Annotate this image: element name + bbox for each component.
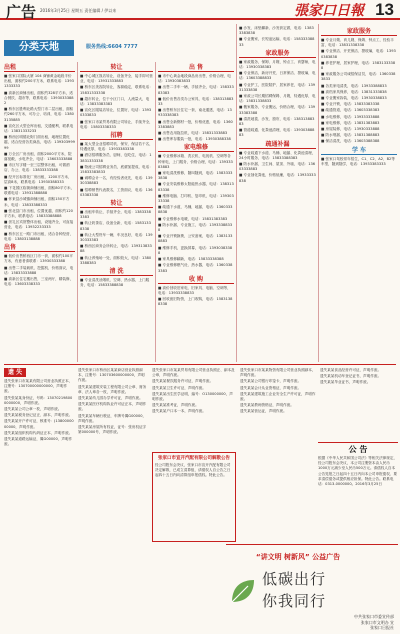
ad-item: ■ 沙发、床垫翻新、沙发套定做，电话：13833383838 [239, 26, 314, 36]
ad-item: ■ 清洗地毯、沙发、窗帘，电话：13831388383 [239, 116, 315, 127]
ad-item: 遗失某某毕业证书，声明作废。 [320, 380, 371, 385]
ad-list [4, 254, 75, 287]
ad-item: ■ 保洁清洗，电话：13603388388 [321, 139, 380, 144]
classified-title: 分类天地 [4, 40, 74, 56]
ad-item: ■ 市中心黄金地段商品房出售，价格合理，电话：13930383833 [158, 74, 231, 84]
ad-item: ■ 高价回收旧家电、旧家具、电脑、空调等，电话：13933338833 [158, 285, 231, 295]
ad-item: ■ 专业搬家拆装，电话：13930338833 [321, 96, 387, 101]
ad-item: ■ 高新区住宅楼出售，三室两厅，精装修，电话：13603338333 [4, 276, 74, 287]
ad-item: ■ 下花园区临街商铺出租，面积80平方米，联系电话：13931388888 [4, 186, 75, 196]
ad-item: 遗失某某房屋所有权证，证号：张房权证字第000000号，声明作废。 [78, 425, 147, 435]
ad-item: ■ 超市转让，位于小区门口，人流量大，电话：13833383383 [80, 96, 150, 107]
dissolution-title: 张家口市宣开汽配有限公司解散公告 [158, 456, 230, 461]
ad-item: ■ 专业维修冰箱、洗衣机、电视机、空调等各种家电，上门服务，价格合理，电话：13933383883 [158, 154, 233, 169]
ad-item: ■ 高档家具保养，电话：13831333838 [321, 89, 387, 94]
ad-item: 遗失某某机动车登记证书，声明作废。 [320, 374, 382, 379]
column-4 [239, 26, 316, 362]
ad-list [158, 154, 234, 273]
ad-item: ■ 出售全新钢材一批，价格优惠，电话：13603383883 [158, 119, 233, 129]
ad-item: ■ 家政服务，保姆、月嫂、钟点工、育婴师，电话：13930338383 [239, 59, 316, 70]
notice-list [78, 368, 148, 435]
ad-item: ■ 各类家电清洗，电话：13933388833 [321, 83, 387, 88]
ad-item: ■ 市区写字楼一至三层整体出租，可做酒店、办公，电话：13833333388 [4, 163, 70, 173]
ad-item: 遗失张家口市桥西区某某商店营业执照副本，注册号：130703600000000，声明作废。 [78, 368, 145, 383]
ad-item: ■ 家电维修，电话：13831383883 [321, 120, 380, 125]
ad-list [239, 60, 316, 139]
category-header: 出租 [4, 64, 75, 72]
ad-item: ■ 张北县门市出租，位置优越，面积约120平方米，联系电话：15833388888 [4, 208, 73, 219]
ad-item: ■ 防水补漏，专业施工，电话：13933388338 [158, 222, 233, 233]
ad-item: 遗失某某餐饮服务许可证，声明作废。 [152, 379, 214, 384]
ad-item: ■ 维修电脑、打印机、复印机，电话：13930333338 [158, 193, 234, 204]
masthead [0, 0, 400, 20]
ad-item: 遗失某某建筑安装工程有限公司公章、财务章、法人章各一枚，声明作废。 [78, 384, 147, 394]
ad-item: ■ 专业维修燃气灶、热水器，电话：13603383383 [158, 263, 233, 273]
ad-item: ■ 专业疏通下水道、马桶、地漏、化粪池清理，24小时服务，电话：15833388383 [239, 150, 316, 160]
psa-tag: “讲文明 树新风” 公益广告 [256, 553, 341, 561]
category-header: 出售 [4, 244, 75, 252]
ad-item: 遗失某某卫生许可证，声明作废。 [152, 385, 206, 390]
ad-item: ■ 水电维修，电话：13933333888 [321, 114, 380, 119]
ad-item: ■ 招聘销售代表数名，工资面议，电话：13603383338 [80, 187, 153, 197]
lost-notices-col2 [78, 368, 148, 628]
ad-item: ■ 酒店招聘服务员、厨师，包吃住，电话：13831333338 [80, 153, 152, 163]
notice-list [320, 368, 396, 386]
lost-notices-col5 [320, 368, 396, 440]
ad-item: ■ 专业月嫂、育儿嫂、保姆、钟点工，经验丰富，电话：13831338338 [321, 38, 394, 48]
ad-item: 遗失张家口市某某物资有限公司营业执照副本，声明作废。 [240, 368, 316, 378]
category-header: 家政服务 [321, 28, 397, 36]
ad-list [80, 278, 153, 288]
lost-notices-col4 [240, 368, 316, 544]
ad-item: ■ 桥东区五一路门市出租，适合各种经营，电话：13803138888 [4, 231, 74, 241]
column-divider [236, 24, 237, 362]
psa-headline-2: 你我同行 [262, 592, 327, 610]
ad-item: ■ 怀来县沙城镇商铺出租，面积150平方米，电话：13833388333 [4, 197, 70, 207]
ad-item: ■ 诚聘会计一名，有经验者优先，电话：13930338883 [80, 176, 153, 186]
ad-list [239, 151, 316, 184]
ad-item: ■ 出租车转让，手续齐全，电话：13833383383 [80, 210, 151, 220]
notice-body: 根据《中华人民共和国公司法》等相关法律规定，经公司股东会决议，本公司注册资本由人民币1000万元减少至人民币500万元。请债权人自本公告见报之日起四十五日内向本公司申报债权、要求清偿债务或提供相应担保。特此公告。联系电话：0313-0000000。2016年3月25日 [318, 456, 398, 487]
ad-item: ■ 家政服务公司诚招保洁员，电话：13603383833 [321, 72, 396, 82]
ad-item: ■ 中心城区饭店转让，设备齐全，接手即可营业，电话：13931333883 [80, 74, 153, 84]
ad-item: ■ 万全区厂房出租，面积2000平方米，院落宽敞，水电齐全，电话：13603333888 [4, 151, 73, 162]
classified-hotline: 服务热线:6604 7777 [86, 44, 138, 50]
ad-list [80, 74, 153, 130]
ad-item: ■ 高新区商铺出租，面积约328平方米，适合餐饮、超市等，联系电话：13930333882 [4, 90, 74, 106]
ad-item: ■ 专业抽化粪池，价格低廉，电话：13933333838 [239, 173, 316, 183]
lost-header: 遗 失 [4, 368, 26, 377]
ad-list [158, 74, 234, 142]
category-header: 家电维修 [158, 144, 234, 152]
issue-meta: 2016年3月25日 星期五 责任编辑 / 伊以来 [40, 8, 117, 13]
column-5 [321, 26, 397, 362]
ad-item: ■ 张家口国际大厦 104 商铺黄金地段半价出租，面积约200平方米，联系电话：13931333333 [4, 74, 74, 89]
ad-item: ■ 防水补漏，卫生间、屋顶、外墙，电话：13603333883 [239, 162, 316, 172]
ad-item: ■ 家具维修翻新，电话：15833338388 [158, 257, 224, 262]
category-header: 转让 [80, 200, 153, 208]
ad-item: 遗失某某会计从业资格证，声明作废。 [240, 385, 302, 390]
category-header: 转让 [80, 64, 153, 72]
ad-item: 遗失某某准考证，声明作废。 [152, 403, 199, 408]
ad-item: ■ 出售桥东区住宅一套，南北通透，电话：13933338383 [158, 108, 232, 118]
ad-item: 遗失某某出生医学证明，编号：O130000000，声明作废。 [152, 391, 233, 402]
ad-item: ■ 专业保洁、开荒保洁、擦玻璃，电话：13930383838 [321, 49, 396, 59]
ad-item: 遗失张某某身份证，号码：130702198000000000，声明作废。 [4, 395, 73, 405]
ad-item: ■ 转让奶茶店，设备全新，电话：15831338338 [80, 221, 151, 231]
ad-item: 遗失某某户口本一本，声明作废。 [152, 409, 206, 414]
ad-item: ■ 桥西区商务会所转让，电话：13931383388 [80, 244, 152, 254]
classified-banner [4, 40, 194, 56]
ad-list [158, 286, 234, 308]
category-header: 疏通补漏 [239, 141, 316, 149]
ad-item: ■ 家政公司长期招聘保姆、月嫂，待遇优厚，电话：15831338833 [239, 94, 316, 104]
ad-item: ■ 出售二手装载机、挖掘机，价格面议，电话：15833333888 [4, 265, 74, 275]
category-header: 学 车 [321, 147, 397, 155]
ad-list [239, 26, 316, 48]
ad-item: ■ 疏通下水道，马桶，地漏，电话：13603338838 [158, 205, 233, 215]
page-number: 13 [375, 0, 394, 19]
column-divider [155, 62, 156, 362]
notice-title: 公 告 [348, 444, 368, 454]
dissolution-text: 经公司股东会决议，张家口市宣开汽配有限公司决定解散，已成立清算组，请债权人自公告之日起四十五日内向清算组申报债权。特此公告。 [155, 463, 231, 478]
ad-item: ■ 转让养殖场一处，面积较大，电话：13803388383 [80, 255, 152, 265]
ad-item: 遗失某某组织机构代码证正本，声明作废。 [4, 430, 73, 435]
ad-item: 遗失某某医疗机构执业许可证正本，声明作废。 [78, 402, 147, 412]
ad-item: 遗失某某食品经营许可证，声明作废。 [320, 368, 382, 372]
ad-item: ■ 家电清洗维修，随叫随到，电话：15833333838 [158, 171, 233, 181]
category-header: 家政服务 [239, 50, 316, 58]
psa-headline-1: 低碳出行 [262, 570, 327, 588]
ad-item: ■ 回收废旧物资，上门收购，电话：15831388338 [158, 297, 233, 307]
ad-item: 遗失某某车辆行驶证，车牌号冀G00000，声明作废。 [78, 413, 147, 423]
ad-item: 遗失某某幼儿园办学许可证，声明作废。 [78, 396, 143, 401]
newspaper-logo: 張家口日報 [294, 3, 364, 19]
ad-item: ■ 出售农用拖拉机，电话：15831333883 [158, 131, 228, 136]
section-title: 广告 [6, 3, 37, 21]
ad-item: ■ 桥西区明德北街门面出租，地理位置优越，适合经营各类商品，电话：13930399999 [4, 135, 75, 150]
ad-item: ■ 出售二手车一辆，手续齐全，电话：15833383383 [158, 85, 234, 95]
ad-item: ■ 防水堵漏，电话：15831388883 [321, 133, 380, 138]
ad-item: ■ 专业保洁，新房开荒、日常保洁、擦玻璃，电话：13603388833 [239, 71, 316, 81]
column-3 [158, 62, 234, 362]
public-service-ad [226, 546, 400, 634]
ad-list [4, 74, 75, 242]
dissolution-notice-box [152, 452, 236, 542]
ad-item: ■ 出售库存服装一批，电话：13930388338 [158, 137, 231, 142]
ad-item: ■ 桥东区胜利北路大型门市二层出租，面积约260平方米，可办公、培训，电话：13803135885 [4, 107, 74, 122]
ad-list [321, 157, 397, 167]
column-2 [80, 62, 153, 362]
psa-organizations: 中共张家口市委宣传部 张家口市文明办 宣 张家口日报社 [354, 614, 394, 630]
category-header: 招聘 [80, 132, 153, 140]
ad-item: ■ 专业维修水电暖，电话：15831383383 [158, 216, 228, 221]
ad-item: ■ 专业清洗油烟机、空调、热水器，上门服务，电话：15833388838 [80, 278, 150, 288]
category-header: 收 购 [158, 276, 234, 284]
ad-item: ■ 物流公司招聘业务员，底薪加提成，电话：15833383833 [80, 164, 153, 175]
ad-item: 遗失某某道路运输证，冀G00000，声明作废。 [4, 437, 73, 447]
ad-item: ■ 维修手机，更换屏幕，电话：13930383388 [158, 245, 233, 255]
ad-list [321, 38, 397, 145]
ad-item: 遗失某某税务登记证正、副本，声明作废。 [4, 413, 73, 418]
column-divider [77, 62, 78, 362]
section-divider [4, 364, 396, 365]
ad-item: 遗失某某开户许可证，核准号：J1380000000000，声明作废。 [4, 419, 74, 429]
ad-list [80, 210, 153, 266]
ad-item: ■ 桥东区美容院转让，客源稳定，联系电话：15831333338 [80, 85, 153, 95]
notice-list [4, 379, 74, 447]
ad-item: ■ 张家口市某贸易有限公司转让，手续齐全，电话：15803338333 [80, 119, 153, 129]
ad-item: 遗失某某教师资格证，声明作废。 [240, 403, 294, 408]
lost-notices-col1 [4, 368, 74, 628]
ad-item: 遗失张家口市某某贸易有限公司营业执照正、副本及公章，声明作废。 [152, 368, 235, 378]
ad-item: 遗失某某建筑施工企业安全生产许可证，声明作废。 [240, 391, 316, 402]
column-1 [4, 62, 75, 362]
ad-list [80, 142, 153, 198]
leaf-icon [228, 576, 258, 606]
ad-item: ■ 疏通管道，电话：13603338383 [321, 108, 380, 113]
ad-item: 遗失张家口市某某有限公司营业执照正本，注册号：130700000000000，声明作废。 [4, 379, 73, 394]
ad-item: ■ 张家口驾校常年招生，C1、C2、A2、B2等车型，随到随学，电话：13933383333 [321, 156, 395, 166]
ad-item: ■ 专业护工，医院陪护、居家养老，电话：13931333838 [239, 82, 316, 92]
ad-item: 遗失某某营运证，声明作废。 [240, 409, 287, 414]
ad-item: ■ 宣化区大型仓库出租，交通便利，联系电话：13831333233 [4, 123, 74, 134]
category-header: 出 售 [158, 64, 234, 72]
column-divider [318, 24, 319, 362]
ad-item: ■ 专业安装维修太阳能热水器，电话：13831383338 [158, 182, 234, 192]
ad-item: ■ 专业开锁，电话：15833383338 [321, 102, 380, 107]
ad-item: ■ 专业搬家，长短途运输，电话：15833338833 [239, 37, 315, 47]
ad-item: 遗失某某公司公章一枚，声明作废。 [4, 407, 62, 412]
ad-item: ■ 宣化区服装店转让，位置好，电话：13930333833 [80, 108, 152, 118]
ad-item: ■ 低价出售各类办公家具，电话：13831388333 [158, 96, 234, 107]
ad-item: ■ 专业开锁换锁，公安备案，电话：13831338883 [158, 234, 233, 244]
ad-item: ■ 管道疏通、化粪池清理，电话：13930388883 [239, 128, 315, 138]
ad-item: 遗失某某公司银行印鉴卡，声明作废。 [240, 379, 302, 384]
notice-list [240, 368, 316, 415]
ad-item: ■ 某大型企业招聘司机、保安、保洁若干名，待遇优厚，电话：13933383338 [80, 142, 153, 152]
ad-item: ■ 低价出售桥西区门市一套，面积约100平方米，有意者请联系：13930333388 [4, 254, 73, 264]
notice-list [152, 368, 236, 415]
ad-item: ■ 崇礼区宾馆整体出租，设施齐全，可直接营业，电话：13932233333 [4, 220, 74, 230]
ad-item: ■ 房屋装修，电话：13930333888 [321, 127, 380, 132]
ad-item: ■ 转让大型货车一辆，车况良好，电话：13930333383 [80, 232, 153, 243]
ad-item: ■ 经开区标准化厂房出租，1200平方米，层高8米，联系电话：13930388333 [4, 174, 72, 184]
ad-item: ■ 搬家服务，专业搬运，价格合理，电话：13933383388 [239, 105, 316, 115]
ad-item: ■ 养老护理，居家护理，电话：15831333388 [321, 60, 396, 71]
category-header: 清 洗 [80, 268, 153, 276]
notice-divider [318, 442, 398, 443]
psa-divider [226, 544, 398, 545]
